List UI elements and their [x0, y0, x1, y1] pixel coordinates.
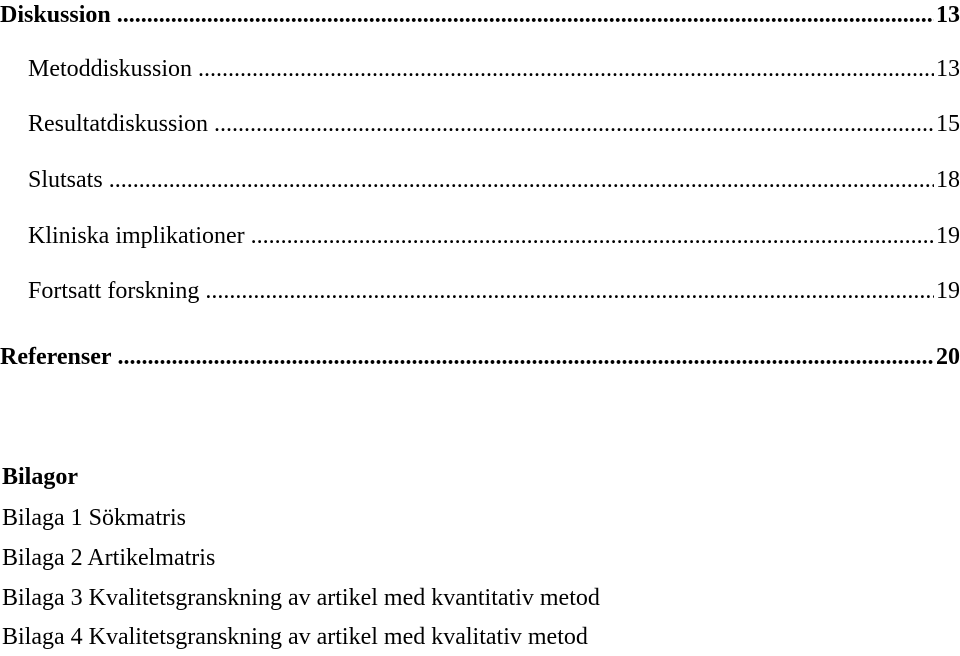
appendix-item: Bilaga 3 Kvalitetsgranskning av artikel med kvantitativ metod [2, 585, 600, 611]
appendix-item: Bilaga 1 Sökmatris [2, 505, 186, 531]
toc-entry-page: 13 [936, 2, 960, 28]
toc-entry-fortsatt-forskning[interactable] [0, 276, 960, 306]
toc-entry-title: Diskussion [0, 2, 111, 28]
toc-entry-title: Metoddiskussion [28, 56, 193, 82]
toc-leader-dots [205, 276, 934, 306]
toc-leader-dots [117, 0, 934, 30]
toc-leader-dots [109, 165, 934, 195]
toc-entry-title: Kliniska implikationer [28, 223, 245, 249]
toc-entry-diskussion[interactable] [0, 0, 960, 30]
toc-entry-page: 18 [936, 167, 960, 193]
toc-entry-slutsats[interactable] [0, 165, 960, 195]
toc-entry-referenser[interactable] [0, 342, 960, 372]
toc-leader-dots [214, 109, 934, 139]
appendix-item: Bilaga 4 Kvalitetsgranskning av artikel med kvalitativ metod [2, 624, 588, 650]
toc-entry-page: 15 [936, 111, 960, 137]
toc-entry-page: 19 [936, 223, 960, 249]
toc-entry-title: Slutsats [28, 167, 103, 193]
toc-entry-title: Referenser [0, 344, 112, 370]
toc-entry-page: 20 [936, 344, 960, 370]
toc-entry-metoddiskussion[interactable] [0, 54, 960, 84]
toc-entry-title: Resultatdiskussion [28, 111, 209, 137]
toc-entry-resultatdiskussion[interactable] [0, 109, 960, 139]
toc-entry-page: 13 [936, 56, 960, 82]
toc-leader-dots [118, 342, 935, 372]
toc-leader-dots [251, 221, 934, 251]
appendix-item: Bilaga 2 Artikelmatris [2, 545, 216, 571]
toc-entry-kliniska-implikationer[interactable] [0, 221, 960, 251]
toc-entry-title: Fortsatt forskning [28, 278, 200, 304]
toc-entry-page: 19 [936, 278, 960, 304]
appendix-heading: Bilagor [2, 464, 78, 490]
toc-leader-dots [198, 54, 934, 84]
